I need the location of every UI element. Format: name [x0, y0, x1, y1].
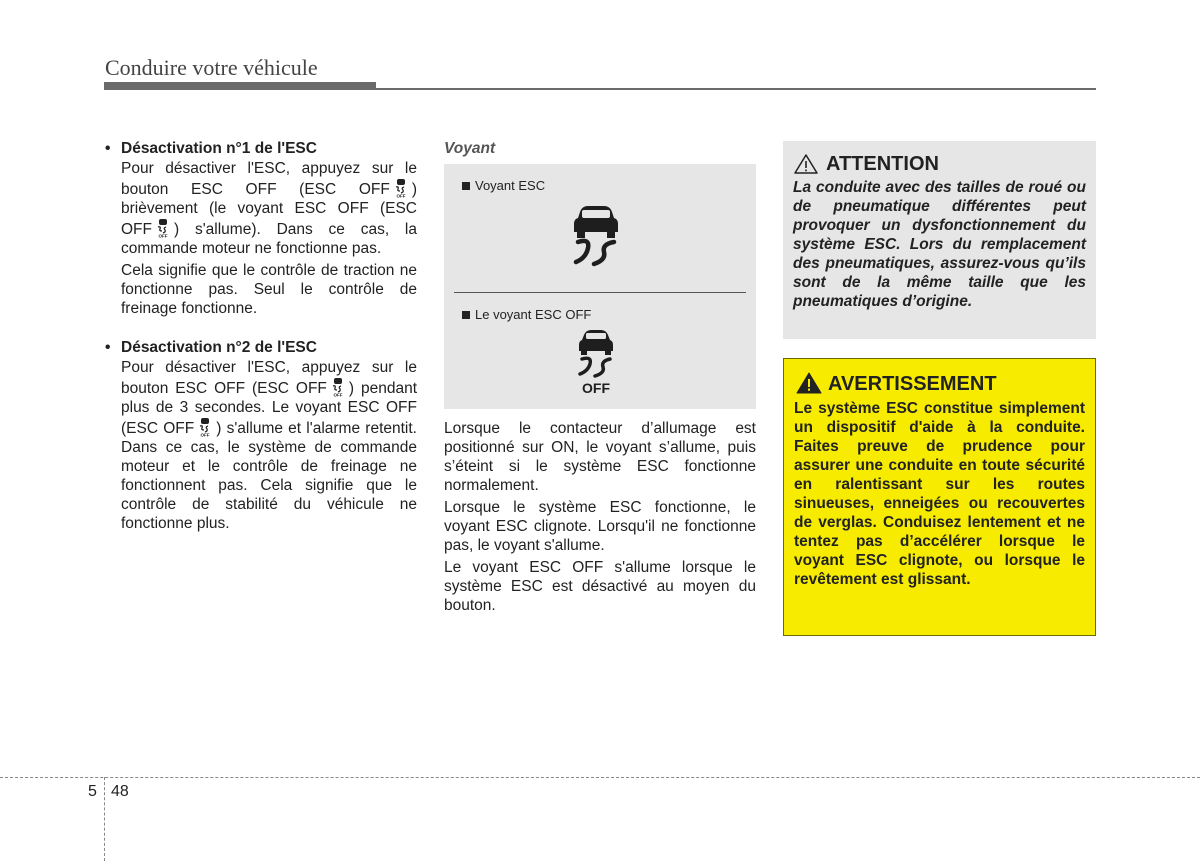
page-number: 48 [111, 783, 129, 800]
svg-text:OFF: OFF [200, 432, 210, 437]
svg-text:OFF: OFF [396, 193, 406, 198]
esc-off-icon [329, 377, 347, 397]
warning-title: AVERTISSEMENT [828, 373, 997, 395]
svg-text:OFF: OFF [582, 380, 610, 396]
caution-triangle-icon [793, 153, 819, 175]
esc-indicator-icon [568, 204, 624, 268]
footer-dashed-rule [0, 777, 1200, 778]
section-heading: Voyant [444, 140, 496, 157]
paragraph: Le voyant ESC OFF s'allume lorsque le système ESC est désactivé au moyen du bouton. [444, 559, 756, 614]
svg-text:OFF: OFF [333, 392, 343, 397]
esc-off-lamp-section [444, 293, 756, 409]
square-bullet-icon [462, 182, 470, 190]
esc-lamp-section [444, 164, 756, 292]
header-rule-thick [104, 82, 376, 90]
chapter-number: 5 [88, 783, 97, 800]
indicator-lamp-box [444, 164, 756, 409]
esc-off-icon [196, 417, 214, 437]
svg-text:OFF: OFF [158, 233, 168, 238]
bullet-esc-deactivation-1 [105, 139, 417, 318]
attention-body: La conduite avec des tailles de roué ou de pneumatique différentes peut provoquer un dysfonctionnement du système ESC. Lors du remplacement des pneumatiques, assurez-vous qu’ils sont de la même taille que les pneumatiques d’origine. [793, 179, 1086, 310]
esc-off-indicator-icon [574, 329, 618, 397]
left-column [105, 139, 417, 547]
paragraph: Pour désactiver l'ESC, appuyez sur le bouton ESC OFF (ESC OFF OFF ) pendant plus de 3 secondes. Le voyant ESC OFF (ESC OFF OFF ) s'allume et l'alarme retentit. Dans ce cas, le système de commande moteur et le contrôle de freinage ne fonctionnent pas. Cela signifie que le contrôle de stabilité du véhicule ne fonctionne plus. [121, 359, 417, 532]
footer-vertical-rule [104, 777, 105, 861]
paragraph: Pour désactiver l'ESC, appuyez sur le bouton ESC OFF (ESC OFF OFF ) brièvement (le voyant ESC OFF (ESC OFF OFF ) s'allume). Dans ce cas, la commande moteur ne fonctionne pas. [121, 160, 417, 257]
warning-body: Le système ESC constitue simplement un dispositif d'aide à la conduite. Faites preuve de prudence pour assurer une conduite en toute sécurité en ralentissant sur les routes sinueuses, enneigées ou recouvertes de verglas. Conduisez lentement et ne tentez pas d’accélérer lorsque le voyant ESC clignote, ou lorsque le revêtement est glissant. [794, 400, 1085, 588]
lamp-label: Voyant ESC [462, 176, 545, 195]
esc-off-icon [154, 218, 172, 238]
lamp-label: Le voyant ESC OFF [462, 305, 591, 324]
middle-column [444, 139, 756, 618]
bullet-title: Désactivation n°1 de l'ESC [121, 140, 317, 157]
warning-box [783, 358, 1096, 636]
paragraph: Lorsque le système ESC fonctionne, le voyant ESC clignote. Lorsqu'il ne fonctionne pas, le voyant s'allume. [444, 499, 756, 554]
bullet-esc-deactivation-2 [105, 338, 417, 533]
attention-box [783, 141, 1096, 339]
warning-triangle-icon [796, 372, 822, 394]
bullet-title: Désactivation n°2 de l'ESC [121, 339, 317, 356]
bullet-dot: • [105, 339, 111, 356]
paragraph: Lorsque le contacteur d’allumage est positionné sur ON, le voyant s’allume, puis s’éteint si le système ESC fonctionne normalement. [444, 420, 756, 494]
page-header-title: Conduire votre véhicule [105, 55, 318, 80]
bullet-dot: • [105, 140, 111, 157]
attention-title: ATTENTION [826, 153, 939, 175]
square-bullet-icon [462, 311, 470, 319]
esc-off-icon [392, 178, 410, 198]
paragraph: Cela signifie que le contrôle de traction ne fonctionne pas. Seul le contrôle de freinage fonctionne. [121, 262, 417, 317]
header-rule-thin [376, 88, 1096, 90]
